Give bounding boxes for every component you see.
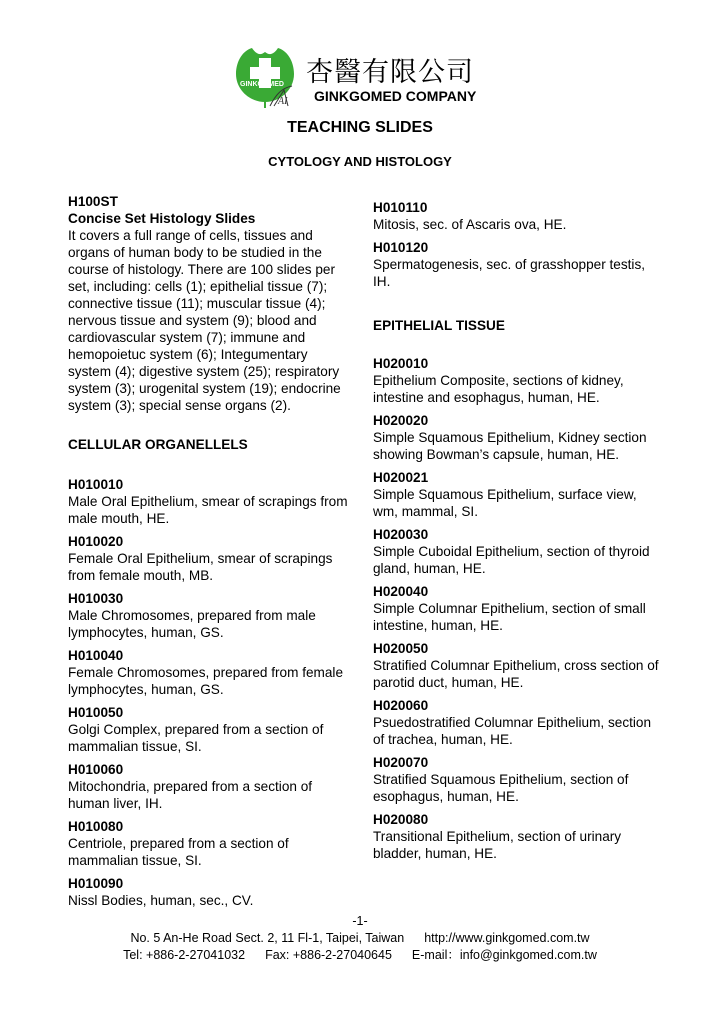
- intro-title: Concise Set Histology Slides: [68, 211, 256, 226]
- entry-description: Male Oral Epithelium, smear of scrapings from male mouth, HE.: [68, 494, 348, 526]
- list-item: [373, 526, 663, 577]
- footer-contact-line: [0, 947, 720, 964]
- entry-code: H010020: [68, 534, 124, 549]
- entry-code: H010050: [68, 705, 124, 720]
- footer-address: No. 5 An-He Road Sect. 2, 11 Fl-1, Taipei, Taiwan: [130, 931, 405, 945]
- logo-mark: AI: [278, 96, 288, 107]
- list-item: [68, 533, 350, 584]
- entry-description: Centriole, prepared from a section of mammalian tissue, SI.: [68, 836, 289, 868]
- list-item: [373, 355, 663, 406]
- entry-code: H010080: [68, 819, 124, 834]
- list-item: [68, 476, 350, 527]
- list-item: [373, 640, 663, 691]
- footer-fax: Fax: +886-2-27040645: [265, 948, 392, 962]
- entry-code: H010030: [68, 591, 124, 606]
- list-item: [68, 761, 350, 812]
- entry-description: Mitosis, sec. of Ascaris ova, HE.: [373, 217, 567, 232]
- entry-description: Mitochondria, prepared from a section of human liver, IH.: [68, 779, 313, 811]
- section-heading-cellular: CELLULAR ORGANELLELS: [68, 437, 248, 452]
- footer-email-link[interactable]: E-mail：info@ginkgomed.com.tw: [411, 948, 597, 962]
- page-number: -1-: [352, 914, 368, 928]
- entry-code: H010010: [68, 477, 124, 492]
- list-item: [68, 875, 350, 909]
- list-item: [373, 412, 663, 463]
- list-item: [68, 647, 350, 698]
- list-item: [373, 754, 663, 805]
- ginkgo-leaf-logo-icon: [230, 42, 300, 108]
- entry-description: Nissl Bodies, human, sec., CV.: [68, 893, 254, 908]
- entry-code: H020060: [373, 698, 429, 713]
- logo-text: GINKGOMED: [240, 81, 284, 88]
- entry-description: Spermatogenesis, sec. of grasshopper testis, IH.: [373, 257, 646, 289]
- list-item: [373, 239, 663, 290]
- entry-code: H010120: [373, 240, 429, 255]
- entry-description: Simple Squamous Epithelium, Kidney section showing Bowman’s capsule, human, HE.: [373, 430, 647, 462]
- entry-code: H020040: [373, 584, 429, 599]
- entry-code: H020030: [373, 527, 429, 542]
- entry-description: Female Oral Epithelium, smear of scrapings from female mouth, MB.: [68, 551, 333, 583]
- entry-description: Golgi Complex, prepared from a section of mammalian tissue, SI.: [68, 722, 324, 754]
- company-name-english: GINKGOMED COMPANY: [314, 88, 477, 104]
- page-footer: [0, 913, 720, 964]
- entry-code: H020080: [373, 812, 429, 827]
- footer-website-link[interactable]: http://www.ginkgomed.com.tw: [424, 931, 590, 945]
- entry-code: H020020: [373, 413, 429, 428]
- list-item: [373, 697, 663, 748]
- entry-code: H010040: [68, 648, 124, 663]
- section-heading-epithelial: EPITHELIAL TISSUE: [373, 318, 505, 333]
- list-item: [68, 818, 350, 869]
- list-item: [373, 583, 663, 634]
- entry-description: Male Chromosomes, prepared from male lymphocytes, human, GS.: [68, 608, 316, 640]
- entry-description: Transitional Epithelium, section of urinary bladder, human, HE.: [373, 829, 622, 861]
- entry-code: H010090: [68, 876, 124, 891]
- left-column: [68, 193, 350, 915]
- entry-description: Psuedostratified Columnar Epithelium, section of trachea, human, HE.: [373, 715, 652, 747]
- list-item: [68, 590, 350, 641]
- footer-address-line: [0, 930, 720, 947]
- footer-tel: Tel: +886-2-27041032: [123, 948, 246, 962]
- intro-code: H100ST: [68, 194, 118, 209]
- list-item: [68, 704, 350, 755]
- list-item: [373, 199, 663, 233]
- entry-description: Stratified Columnar Epithelium, cross section of parotid duct, human, HE.: [373, 658, 659, 690]
- entry-description: Epithelium Composite, sections of kidney, intestine and esophagus, human, HE.: [373, 373, 624, 405]
- list-item: [373, 469, 663, 520]
- entry-description: Female Chromosomes, prepared from female lymphocytes, human, GS.: [68, 665, 344, 697]
- entry-code: H020010: [373, 356, 429, 371]
- entry-code: H010060: [68, 762, 124, 777]
- entry-code: H020021: [373, 470, 429, 485]
- entry-description: Simple Squamous Epithelium, surface view, wm, mammal, SI.: [373, 487, 637, 519]
- page-title: TEACHING SLIDES: [287, 119, 433, 136]
- entry-description: Simple Cuboidal Epithelium, section of thyroid gland, human, HE.: [373, 544, 650, 576]
- entry-description: Stratified Squamous Epithelium, section of esophagus, human, HE.: [373, 772, 629, 804]
- company-header: [230, 42, 530, 112]
- page-subtitle: CYTOLOGY AND HISTOLOGY: [268, 154, 452, 169]
- entry-code: H020070: [373, 755, 429, 770]
- entry-code: H020050: [373, 641, 429, 656]
- entry-description: Simple Columnar Epithelium, section of small intestine, human, HE.: [373, 601, 646, 633]
- list-item: [373, 811, 663, 862]
- right-column: [373, 199, 663, 868]
- intro-description: It covers a full range of cells, tissues and organs of human body to be studied in the course of histology. There are 100 slides per set, including: cells (1); epithelial tissue (7); connective tissue (11); muscular tissue (4); nervous tissue and system (9); blood and cardiovascular system (7); immune and hemopoietuc system (6); Integumentary system (4); digestive system (25); respiratory system (3); urogenital system (19); endocrine system (3); special sense organs (2).: [68, 228, 341, 413]
- entry-code: H010110: [373, 200, 428, 215]
- company-name-chinese: 杏醫有限公司: [306, 57, 474, 88]
